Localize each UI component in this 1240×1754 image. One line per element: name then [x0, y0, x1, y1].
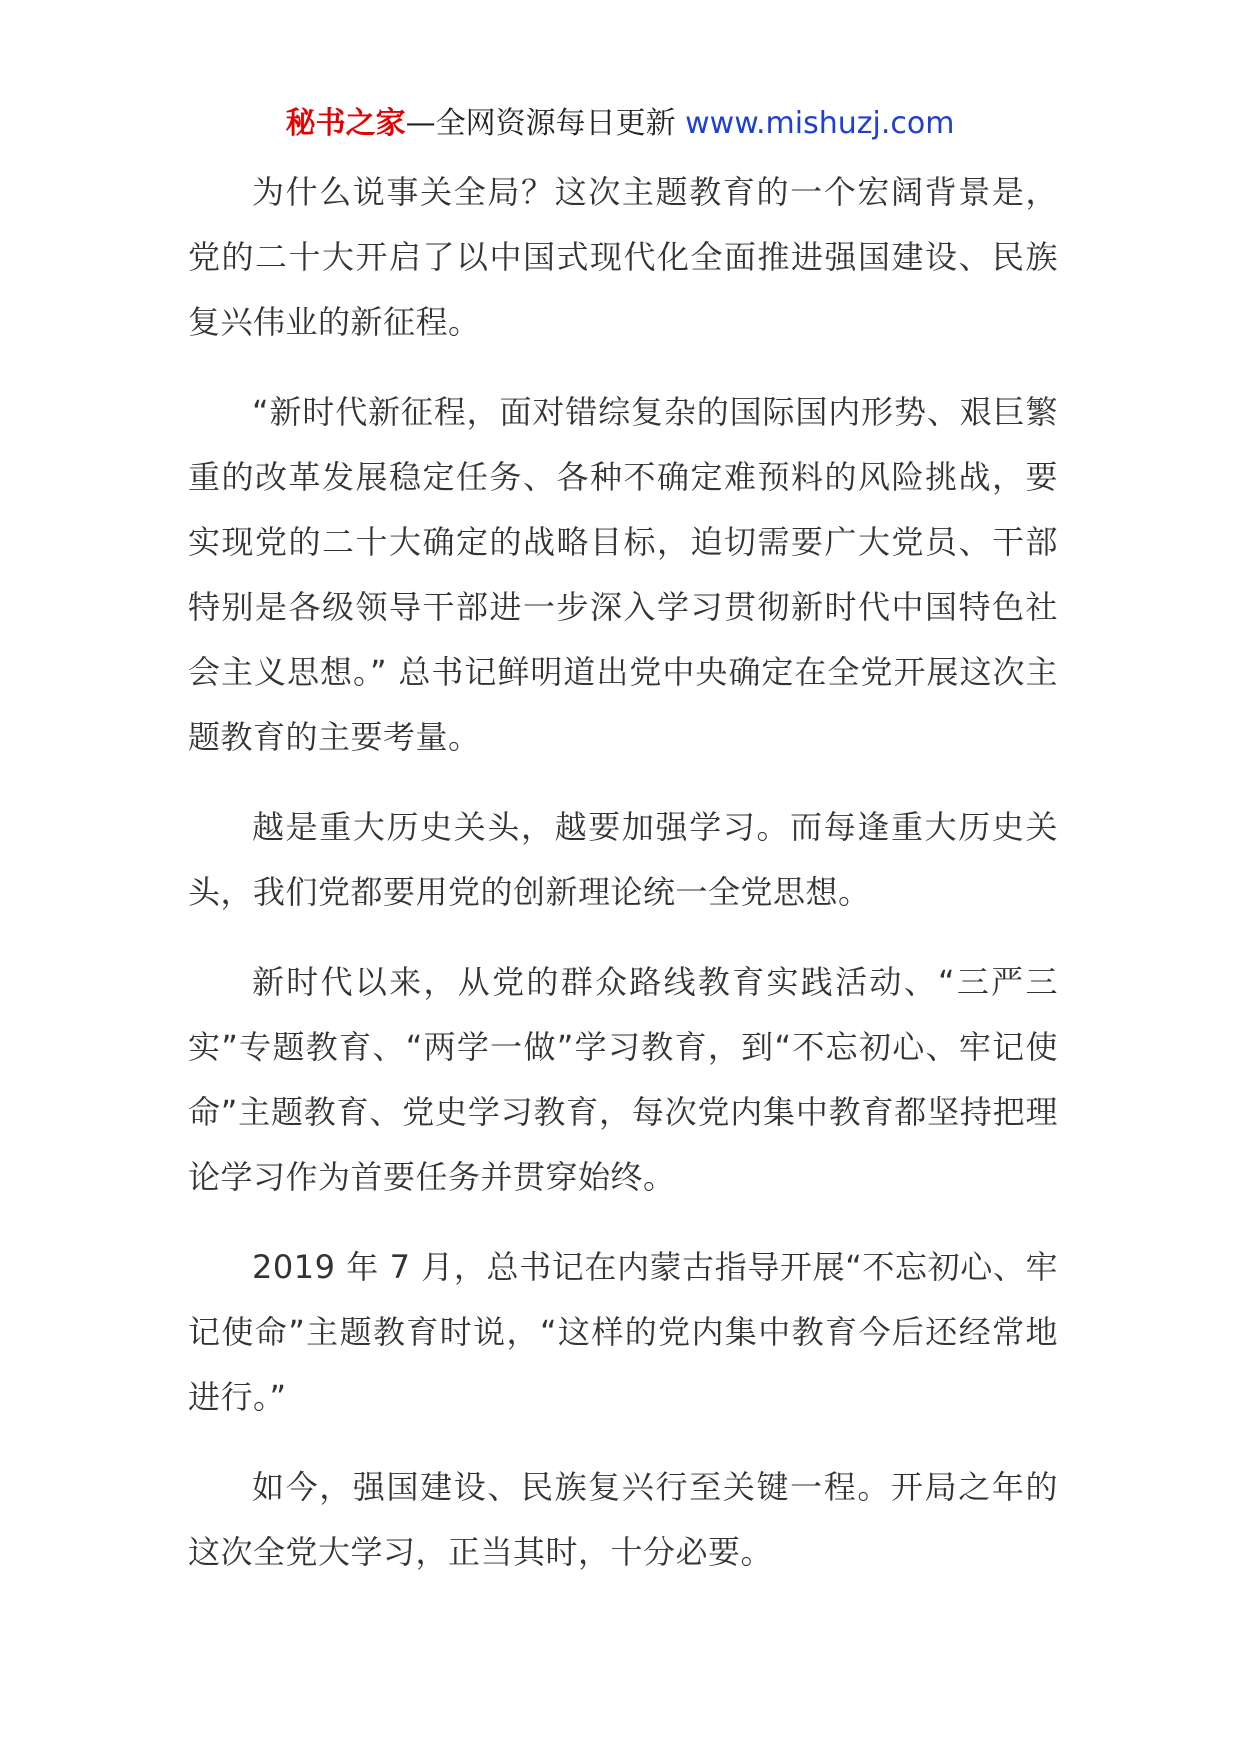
page-header — [0, 102, 1240, 146]
paragraph-3: 越是重大历史关头，越要加强学习。而每逢重大历史关头，我们党都要用党的创新理论统一全党思想。 — [188, 808, 1058, 911]
brand-name: 秘书之家 — [285, 106, 406, 141]
document-body — [188, 160, 1058, 1610]
paragraph-1: 为什么说事关全局？这次主题教育的一个宏阔背景是，党的二十大开启了以中国式现代化全面推进强国建设、民族复兴伟业的新征程。 — [188, 173, 1058, 341]
paragraph-2: “新时代新征程，面对错综复杂的国际国内形势、艰巨繁重的改革发展稳定任务、各种不确定难预料的风险挑战，要实现党的二十大确定的战略目标，迫切需要广大党员、干部特别是各级领导干部进一步深入学习贯彻新时代中国特色社会主义思想。” 总书记鲜明道出党中央确定在全党开展这次主题教育的主要考量。 — [188, 393, 1058, 756]
header-tagline: —全网资源每日更新 — [405, 106, 686, 141]
paragraph-4: 新时代以来，从党的群众路线教育实践活动、“三严三实”专题教育、“两学一做”学习教育，到“不忘初心、牢记使命”主题教育、党史学习教育，每次党内集中教育都坚持把理论学习作为首要任务并贯穿始终。 — [188, 963, 1058, 1196]
paragraph-6: 如今，强国建设、民族复兴行至关键一程。开局之年的这次全党大学习，正当其时，十分必要。 — [188, 1468, 1058, 1571]
site-url-link[interactable]: www.mishuzj.com — [685, 106, 955, 141]
paragraph-5: 2019 年 7 月，总书记在内蒙古指导开展“不忘初心、牢记使命”主题教育时说，“这样的党内集中教育今后还经常地进行。” — [188, 1248, 1058, 1416]
